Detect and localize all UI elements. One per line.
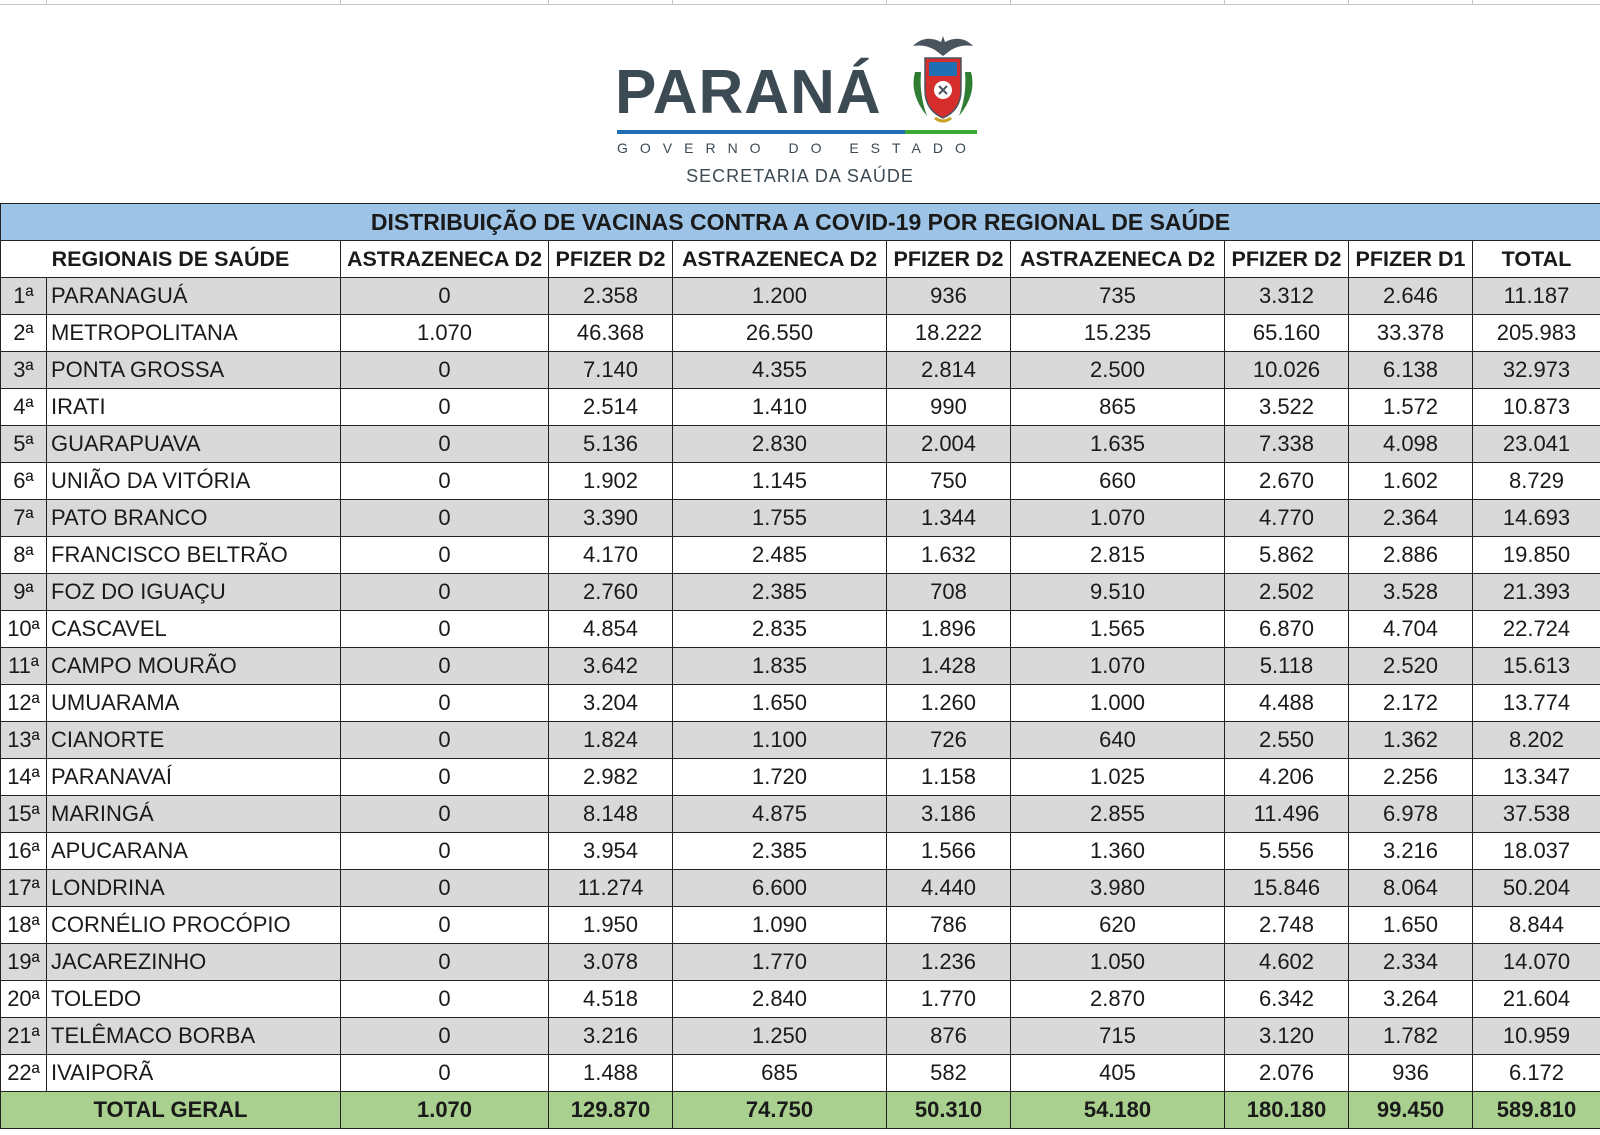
cell-value: 750 [887, 463, 1011, 500]
cell-value: 6.978 [1349, 796, 1473, 833]
table-row [1, 648, 1600, 685]
cell-value: 10.026 [1225, 352, 1349, 389]
cell-value: 11.274 [549, 870, 673, 907]
cell-value: 2.358 [549, 278, 673, 315]
cell-value: 11.496 [1225, 796, 1349, 833]
region-number: 14ª [1, 759, 47, 796]
cell-value: 2.870 [1011, 981, 1225, 1018]
cell-value: 2.830 [673, 426, 887, 463]
cell-value: 4.440 [887, 870, 1011, 907]
cell-value: 936 [1349, 1055, 1473, 1092]
cell-value: 620 [1011, 907, 1225, 944]
parana-government-logo [615, 32, 985, 186]
cell-value: 0 [341, 537, 549, 574]
cell-value: 3.980 [1011, 870, 1225, 907]
column-header: REGIONAIS DE SAÚDE [1, 241, 341, 278]
region-number: 12ª [1, 685, 47, 722]
cell-value: 0 [341, 500, 549, 537]
cell-value: 0 [341, 1018, 549, 1055]
cell-value: 8.202 [1473, 722, 1600, 759]
cell-value: 13.347 [1473, 759, 1600, 796]
cell-value: 1.902 [549, 463, 673, 500]
cell-value: 5.862 [1225, 537, 1349, 574]
cell-value: 2.256 [1349, 759, 1473, 796]
total-value: 180.180 [1225, 1092, 1349, 1129]
table-row [1, 1018, 1600, 1055]
table-row [1, 833, 1600, 870]
cell-value: 1.755 [673, 500, 887, 537]
cell-value: 2.076 [1225, 1055, 1349, 1092]
cell-value: 1.158 [887, 759, 1011, 796]
cell-value: 0 [341, 870, 549, 907]
region-name: CORNÉLIO PROCÓPIO [47, 907, 341, 944]
region-name: MARINGÁ [47, 796, 341, 833]
region-name: PARANAGUÁ [47, 278, 341, 315]
cell-value: 14.070 [1473, 944, 1600, 981]
cell-value: 1.428 [887, 648, 1011, 685]
cell-value: 1.260 [887, 685, 1011, 722]
region-name: FRANCISCO BELTRÃO [47, 537, 341, 574]
total-label: TOTAL GERAL [1, 1092, 341, 1129]
cell-value: 2.814 [887, 352, 1011, 389]
cell-value: 1.720 [673, 759, 887, 796]
table-row [1, 315, 1600, 352]
cell-value: 1.572 [1349, 389, 1473, 426]
cell-value: 1.200 [673, 278, 887, 315]
cell-value: 8.729 [1473, 463, 1600, 500]
cell-value: 1.950 [549, 907, 673, 944]
cell-value: 18.037 [1473, 833, 1600, 870]
cell-value: 1.100 [673, 722, 887, 759]
column-header: PFIZER D2 [887, 241, 1011, 278]
cell-value: 1.896 [887, 611, 1011, 648]
cell-value: 1.565 [1011, 611, 1225, 648]
region-number: 22ª [1, 1055, 47, 1092]
cell-value: 19.850 [1473, 537, 1600, 574]
cell-value: 4.518 [549, 981, 673, 1018]
cell-value: 715 [1011, 1018, 1225, 1055]
region-name: PATO BRANCO [47, 500, 341, 537]
region-name: LONDRINA [47, 870, 341, 907]
cell-value: 3.264 [1349, 981, 1473, 1018]
cell-value: 0 [341, 722, 549, 759]
region-name: METROPOLITANA [47, 315, 341, 352]
cell-value: 708 [887, 574, 1011, 611]
cell-value: 735 [1011, 278, 1225, 315]
cell-value: 2.385 [673, 574, 887, 611]
cell-value: 1.070 [1011, 500, 1225, 537]
cell-value: 0 [341, 907, 549, 944]
cell-value: 4.488 [1225, 685, 1349, 722]
cell-value: 1.488 [549, 1055, 673, 1092]
region-name: CIANORTE [47, 722, 341, 759]
column-header: ASTRAZENECA D2 [341, 241, 549, 278]
table-title: DISTRIBUIÇÃO DE VACINAS CONTRA A COVID-19 POR REGIONAL DE SAÚDE [1, 204, 1600, 241]
cell-value: 11.187 [1473, 278, 1600, 315]
cell-value: 6.600 [673, 870, 887, 907]
cell-value: 1.145 [673, 463, 887, 500]
cell-value: 2.502 [1225, 574, 1349, 611]
cell-value: 8.064 [1349, 870, 1473, 907]
logo-blue-rule [617, 130, 905, 134]
cell-value: 5.556 [1225, 833, 1349, 870]
table-row [1, 796, 1600, 833]
column-header-row [1, 241, 1600, 278]
total-value: 74.750 [673, 1092, 887, 1129]
region-name: CAMPO MOURÃO [47, 648, 341, 685]
cell-value: 6.870 [1225, 611, 1349, 648]
cell-value: 3.078 [549, 944, 673, 981]
cell-value: 1.835 [673, 648, 887, 685]
cell-value: 5.136 [549, 426, 673, 463]
cell-value: 1.360 [1011, 833, 1225, 870]
region-name: APUCARANA [47, 833, 341, 870]
cell-value: 2.840 [673, 981, 887, 1018]
cell-value: 1.236 [887, 944, 1011, 981]
cell-value: 0 [341, 796, 549, 833]
cell-value: 21.604 [1473, 981, 1600, 1018]
region-number: 10ª [1, 611, 47, 648]
logo-green-rule [905, 130, 977, 134]
table-row [1, 981, 1600, 1018]
cell-value: 3.216 [549, 1018, 673, 1055]
cell-value: 0 [341, 833, 549, 870]
cell-value: 3.390 [549, 500, 673, 537]
table-row [1, 278, 1600, 315]
cell-value: 32.973 [1473, 352, 1600, 389]
cell-value: 3.216 [1349, 833, 1473, 870]
cell-value: 2.514 [549, 389, 673, 426]
cell-value: 2.855 [1011, 796, 1225, 833]
cell-value: 1.824 [549, 722, 673, 759]
cell-value: 0 [341, 685, 549, 722]
cell-value: 1.650 [1349, 907, 1473, 944]
table-row [1, 574, 1600, 611]
cell-value: 1.635 [1011, 426, 1225, 463]
cell-value: 0 [341, 463, 549, 500]
table-row [1, 611, 1600, 648]
table-body [1, 278, 1600, 1129]
cell-value: 1.632 [887, 537, 1011, 574]
cell-value: 2.004 [887, 426, 1011, 463]
cell-value: 23.041 [1473, 426, 1600, 463]
total-value: 1.070 [341, 1092, 549, 1129]
cell-value: 2.550 [1225, 722, 1349, 759]
cell-value: 33.378 [1349, 315, 1473, 352]
cell-value: 1.050 [1011, 944, 1225, 981]
cell-value: 1.362 [1349, 722, 1473, 759]
cell-value: 3.186 [887, 796, 1011, 833]
region-name: IRATI [47, 389, 341, 426]
region-name: FOZ DO IGUAÇU [47, 574, 341, 611]
cell-value: 15.235 [1011, 315, 1225, 352]
total-row [1, 1092, 1600, 1129]
cell-value: 3.120 [1225, 1018, 1349, 1055]
column-header: PFIZER D2 [1225, 241, 1349, 278]
table-row [1, 500, 1600, 537]
region-name: IVAIPORÃ [47, 1055, 341, 1092]
table-row [1, 907, 1600, 944]
region-number: 19ª [1, 944, 47, 981]
logo-department: SECRETARIA DA SAÚDE [686, 166, 914, 186]
cell-value: 2.500 [1011, 352, 1225, 389]
cell-value: 50.204 [1473, 870, 1600, 907]
cell-value: 3.954 [549, 833, 673, 870]
cell-value: 1.070 [341, 315, 549, 352]
cell-value: 3.312 [1225, 278, 1349, 315]
region-number: 16ª [1, 833, 47, 870]
cell-value: 21.393 [1473, 574, 1600, 611]
cell-value: 2.748 [1225, 907, 1349, 944]
table-row [1, 426, 1600, 463]
region-number: 6ª [1, 463, 47, 500]
cell-value: 1.770 [673, 944, 887, 981]
cell-value: 13.774 [1473, 685, 1600, 722]
region-name: JACAREZINHO [47, 944, 341, 981]
cell-value: 18.222 [887, 315, 1011, 352]
cell-value: 8.844 [1473, 907, 1600, 944]
region-name: UMUARAMA [47, 685, 341, 722]
cell-value: 0 [341, 426, 549, 463]
cell-value: 640 [1011, 722, 1225, 759]
region-name: TOLEDO [47, 981, 341, 1018]
table-row [1, 685, 1600, 722]
cell-value: 4.206 [1225, 759, 1349, 796]
cell-value: 0 [341, 944, 549, 981]
table-row [1, 352, 1600, 389]
total-value: 50.310 [887, 1092, 1011, 1129]
cell-value: 1.650 [673, 685, 887, 722]
cell-value: 1.090 [673, 907, 887, 944]
cell-value: 4.875 [673, 796, 887, 833]
cell-value: 2.385 [673, 833, 887, 870]
cell-value: 0 [341, 278, 549, 315]
cell-value: 14.693 [1473, 500, 1600, 537]
total-value: 99.450 [1349, 1092, 1473, 1129]
spreadsheet-top-gridlines [0, 0, 1600, 5]
cell-value: 26.550 [673, 315, 887, 352]
cell-value: 4.355 [673, 352, 887, 389]
region-name: PONTA GROSSA [47, 352, 341, 389]
cell-value: 22.724 [1473, 611, 1600, 648]
region-number: 17ª [1, 870, 47, 907]
cell-value: 37.538 [1473, 796, 1600, 833]
cell-value: 8.148 [549, 796, 673, 833]
cell-value: 1.770 [887, 981, 1011, 1018]
cell-value: 0 [341, 574, 549, 611]
region-number: 9ª [1, 574, 47, 611]
cell-value: 936 [887, 278, 1011, 315]
table-row [1, 722, 1600, 759]
logo-subtitle: GOVERNO DO ESTADO [617, 140, 978, 156]
cell-value: 405 [1011, 1055, 1225, 1092]
region-number: 21ª [1, 1018, 47, 1055]
cell-value: 0 [341, 611, 549, 648]
table-row [1, 759, 1600, 796]
table-row [1, 537, 1600, 574]
region-number: 5ª [1, 426, 47, 463]
cell-value: 0 [341, 759, 549, 796]
cell-value: 6.138 [1349, 352, 1473, 389]
cell-value: 2.334 [1349, 944, 1473, 981]
cell-value: 2.760 [549, 574, 673, 611]
cell-value: 0 [341, 981, 549, 1018]
cell-value: 5.118 [1225, 648, 1349, 685]
table-row [1, 463, 1600, 500]
cell-value: 2.886 [1349, 537, 1473, 574]
cell-value: 4.770 [1225, 500, 1349, 537]
region-name: PARANAVAÍ [47, 759, 341, 796]
cell-value: 46.368 [549, 315, 673, 352]
cell-value: 1.410 [673, 389, 887, 426]
table-row [1, 1055, 1600, 1092]
cell-value: 4.098 [1349, 426, 1473, 463]
cell-value: 15.846 [1225, 870, 1349, 907]
cell-value: 10.959 [1473, 1018, 1600, 1055]
cell-value: 205.983 [1473, 315, 1600, 352]
region-number: 2ª [1, 315, 47, 352]
cell-value: 2.835 [673, 611, 887, 648]
column-header: PFIZER D1 [1349, 241, 1473, 278]
cell-value: 15.613 [1473, 648, 1600, 685]
cell-value: 2.520 [1349, 648, 1473, 685]
cell-value: 4.854 [549, 611, 673, 648]
cell-value: 1.344 [887, 500, 1011, 537]
region-number: 20ª [1, 981, 47, 1018]
region-number: 18ª [1, 907, 47, 944]
cell-value: 6.342 [1225, 981, 1349, 1018]
cell-value: 876 [887, 1018, 1011, 1055]
cell-value: 1.602 [1349, 463, 1473, 500]
cell-value: 3.204 [549, 685, 673, 722]
total-value: 54.180 [1011, 1092, 1225, 1129]
cell-value: 2.364 [1349, 500, 1473, 537]
cell-value: 7.140 [549, 352, 673, 389]
cell-value: 4.602 [1225, 944, 1349, 981]
cell-value: 1.000 [1011, 685, 1225, 722]
region-number: 3ª [1, 352, 47, 389]
cell-value: 685 [673, 1055, 887, 1092]
column-header: ASTRAZENECA D2 [673, 241, 887, 278]
cell-value: 2.485 [673, 537, 887, 574]
cell-value: 2.670 [1225, 463, 1349, 500]
table-row [1, 944, 1600, 981]
cell-value: 65.160 [1225, 315, 1349, 352]
cell-value: 6.172 [1473, 1055, 1600, 1092]
cell-value: 990 [887, 389, 1011, 426]
cell-value: 660 [1011, 463, 1225, 500]
cell-value: 0 [341, 648, 549, 685]
total-value: 589.810 [1473, 1092, 1600, 1129]
cell-value: 0 [341, 389, 549, 426]
cell-value: 2.172 [1349, 685, 1473, 722]
cell-value: 786 [887, 907, 1011, 944]
cell-value: 0 [341, 352, 549, 389]
region-number: 11ª [1, 648, 47, 685]
cell-value: 3.528 [1349, 574, 1473, 611]
cell-value: 1.025 [1011, 759, 1225, 796]
cell-value: 7.338 [1225, 426, 1349, 463]
coat-of-arms-icon [905, 32, 981, 128]
column-header: PFIZER D2 [549, 241, 673, 278]
cell-value: 9.510 [1011, 574, 1225, 611]
cell-value: 0 [341, 1055, 549, 1092]
region-name: GUARAPUAVA [47, 426, 341, 463]
region-name: TELÊMACO BORBA [47, 1018, 341, 1055]
cell-value: 726 [887, 722, 1011, 759]
cell-value: 4.704 [1349, 611, 1473, 648]
region-number: 8ª [1, 537, 47, 574]
region-number: 1ª [1, 278, 47, 315]
region-name: UNIÃO DA VITÓRIA [47, 463, 341, 500]
cell-value: 1.250 [673, 1018, 887, 1055]
cell-value: 2.815 [1011, 537, 1225, 574]
cell-value: 10.873 [1473, 389, 1600, 426]
total-value: 129.870 [549, 1092, 673, 1129]
table-row [1, 389, 1600, 426]
region-number: 13ª [1, 722, 47, 759]
cell-value: 1.070 [1011, 648, 1225, 685]
cell-value: 582 [887, 1055, 1011, 1092]
cell-value: 2.982 [549, 759, 673, 796]
cell-value: 2.646 [1349, 278, 1473, 315]
column-header: TOTAL [1473, 241, 1600, 278]
table-row [1, 870, 1600, 907]
region-name: CASCAVEL [47, 611, 341, 648]
vaccine-distribution-table [0, 203, 1600, 1129]
logo-wordmark: PARANÁ [615, 58, 882, 127]
cell-value: 1.782 [1349, 1018, 1473, 1055]
cell-value: 3.642 [549, 648, 673, 685]
region-number: 4ª [1, 389, 47, 426]
cell-value: 1.566 [887, 833, 1011, 870]
cell-value: 3.522 [1225, 389, 1349, 426]
page-header [0, 20, 1600, 186]
region-number: 7ª [1, 500, 47, 537]
region-number: 15ª [1, 796, 47, 833]
cell-value: 865 [1011, 389, 1225, 426]
column-header: ASTRAZENECA D2 [1011, 241, 1225, 278]
cell-value: 4.170 [549, 537, 673, 574]
